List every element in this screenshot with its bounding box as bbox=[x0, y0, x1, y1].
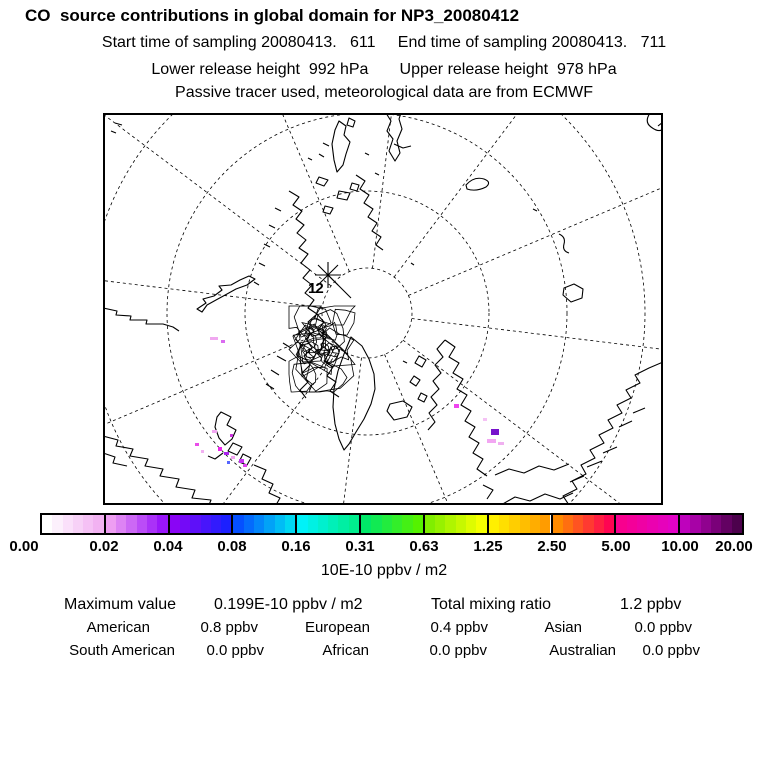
colorbar-cell bbox=[402, 515, 412, 533]
colorbar-cell bbox=[690, 515, 700, 533]
colorbar-cell bbox=[658, 515, 668, 533]
colorbar-cell bbox=[553, 515, 563, 533]
colorbar-cell bbox=[563, 515, 573, 533]
colorbar-cell bbox=[680, 515, 690, 533]
colorbar-cell bbox=[338, 515, 348, 533]
colorbar-cell bbox=[647, 515, 657, 533]
colorbar-cell bbox=[221, 515, 231, 533]
colorbar-cell bbox=[244, 515, 254, 533]
continent-value: 0.0 ppbv bbox=[206, 642, 264, 659]
graticule bbox=[103, 113, 663, 505]
colorbar-cell bbox=[52, 515, 62, 533]
colorbar-cell bbox=[106, 515, 116, 533]
colorbar-cell bbox=[371, 515, 381, 533]
receptor-marker-label: 12 bbox=[308, 280, 323, 297]
colorbar-cell bbox=[583, 515, 593, 533]
colorbar-cell bbox=[137, 515, 147, 533]
colorbar-cell bbox=[190, 515, 200, 533]
colorbar-segment bbox=[489, 515, 553, 533]
colorbar-cell bbox=[382, 515, 392, 533]
colorbar-cell bbox=[93, 515, 103, 533]
maximum-value: 0.199E-10 ppbv / m2 bbox=[214, 596, 363, 613]
colorbar-tick: 0.00 bbox=[9, 538, 39, 555]
colorbar-cell bbox=[489, 515, 499, 533]
receptor-marker bbox=[308, 262, 351, 298]
colorbar-cell bbox=[392, 515, 402, 533]
colorbar-cell bbox=[637, 515, 647, 533]
colorbar-cell bbox=[540, 515, 550, 533]
colorbar-cell bbox=[476, 515, 486, 533]
colorbar-cell bbox=[285, 515, 295, 533]
total-mixing-ratio-label: Total mixing ratio bbox=[431, 596, 552, 613]
colorbar-tick: 0.08 bbox=[217, 538, 247, 555]
colorbar-cell bbox=[466, 515, 476, 533]
maximum-value-label: Maximum value bbox=[64, 596, 177, 613]
continent-value: 0.8 ppbv bbox=[200, 619, 258, 636]
colorbar-cell bbox=[233, 515, 243, 533]
polar-map bbox=[103, 113, 663, 505]
colorbar-tick: 1.25 bbox=[473, 538, 503, 555]
tracer-info-line: Passive tracer used, meteorological data are from ECMWF bbox=[175, 84, 593, 101]
coastlines bbox=[103, 113, 663, 505]
colorbar-cell bbox=[711, 515, 721, 533]
colorbar-segment bbox=[425, 515, 489, 533]
colorbar-segment bbox=[616, 515, 680, 533]
colorbar-tick: 5.00 bbox=[601, 538, 631, 555]
continent-value: 0.0 ppbv bbox=[429, 642, 487, 659]
continent-value: 0.0 ppbv bbox=[634, 619, 692, 636]
colorbar-tick: 0.16 bbox=[281, 538, 311, 555]
colorbar-cell bbox=[499, 515, 509, 533]
colorbar-cell bbox=[170, 515, 180, 533]
total-mixing-ratio-value: 1.2 ppbv bbox=[620, 596, 682, 613]
colorbar-cell bbox=[254, 515, 264, 533]
colorbar-cell bbox=[349, 515, 359, 533]
colorbar-cell bbox=[147, 515, 157, 533]
colorbar-segment bbox=[42, 515, 106, 533]
colorbar bbox=[40, 513, 744, 535]
continent-name: South American bbox=[69, 642, 175, 659]
colorbar-cell bbox=[180, 515, 190, 533]
colorbar-tick: 0.04 bbox=[153, 538, 183, 555]
continent-name: European bbox=[304, 619, 370, 636]
colorbar-cell bbox=[308, 515, 318, 533]
colorbar-cell bbox=[42, 515, 52, 533]
colorbar-tick: 2.50 bbox=[537, 538, 567, 555]
colorbar-cell bbox=[116, 515, 126, 533]
continent-name: Australian bbox=[549, 642, 616, 659]
continent-value: 0.4 ppbv bbox=[430, 619, 488, 636]
continent-name: African bbox=[322, 642, 369, 659]
continent-name: American bbox=[86, 619, 150, 636]
sampling-time-line: Start time of sampling 20080413. 611 End time of sampling 20080413. 711 bbox=[101, 34, 667, 51]
colorbar-segment bbox=[297, 515, 361, 533]
continent-value: 0.0 ppbv bbox=[642, 642, 700, 659]
colorbar-cell bbox=[126, 515, 136, 533]
figure-title: CO source contributions in global domain for NP3_20080412 bbox=[25, 6, 520, 25]
colorbar-cell bbox=[328, 515, 338, 533]
colorbar-cell bbox=[211, 515, 221, 533]
colorbar-cell bbox=[275, 515, 285, 533]
colorbar-cell bbox=[264, 515, 274, 533]
colorbar-cell bbox=[73, 515, 83, 533]
colorbar-cell bbox=[520, 515, 530, 533]
colorbar-cell bbox=[721, 515, 731, 533]
release-height-line: Lower release height 992 hPa Upper release height 978 hPa bbox=[151, 61, 617, 78]
colorbar-cell bbox=[297, 515, 307, 533]
colorbar-segment bbox=[170, 515, 234, 533]
colorbar-tick: 0.31 bbox=[345, 538, 375, 555]
colorbar-segment bbox=[233, 515, 297, 533]
map-frame bbox=[104, 114, 662, 504]
colorbar-cell bbox=[318, 515, 328, 533]
colorbar-cell bbox=[456, 515, 466, 533]
colorbar-tick: 20.00 bbox=[715, 538, 753, 555]
colorbar-tick: 0.63 bbox=[409, 538, 439, 555]
colorbar-cell bbox=[157, 515, 167, 533]
colorbar-tick: 10.00 bbox=[661, 538, 699, 555]
colorbar-cell bbox=[201, 515, 211, 533]
colorbar-unit-label: 10E-10 ppbv / m2 bbox=[320, 562, 448, 579]
colorbar-cell bbox=[604, 515, 614, 533]
colorbar-cell bbox=[509, 515, 519, 533]
colorbar-cell bbox=[701, 515, 711, 533]
colorbar-segment bbox=[553, 515, 617, 533]
colorbar-cell bbox=[573, 515, 583, 533]
colorbar-cell bbox=[668, 515, 678, 533]
colorbar-cell bbox=[83, 515, 93, 533]
colorbar-cell bbox=[530, 515, 540, 533]
colorbar-cell bbox=[627, 515, 637, 533]
colorbar-cell bbox=[732, 515, 742, 533]
colorbar-cell bbox=[63, 515, 73, 533]
continent-name: Asian bbox=[544, 619, 582, 636]
colorbar-tick: 0.02 bbox=[89, 538, 119, 555]
colorbar-cell bbox=[445, 515, 455, 533]
colorbar-cell bbox=[594, 515, 604, 533]
colorbar-cell bbox=[425, 515, 435, 533]
colorbar-segment bbox=[361, 515, 425, 533]
colorbar-cell bbox=[361, 515, 371, 533]
colorbar-cell bbox=[435, 515, 445, 533]
colorbar-tick-labels bbox=[0, 538, 768, 556]
colorbar-segment bbox=[106, 515, 170, 533]
colorbar-segment bbox=[680, 515, 742, 533]
colorbar-cell bbox=[616, 515, 626, 533]
colorbar-cell bbox=[413, 515, 423, 533]
